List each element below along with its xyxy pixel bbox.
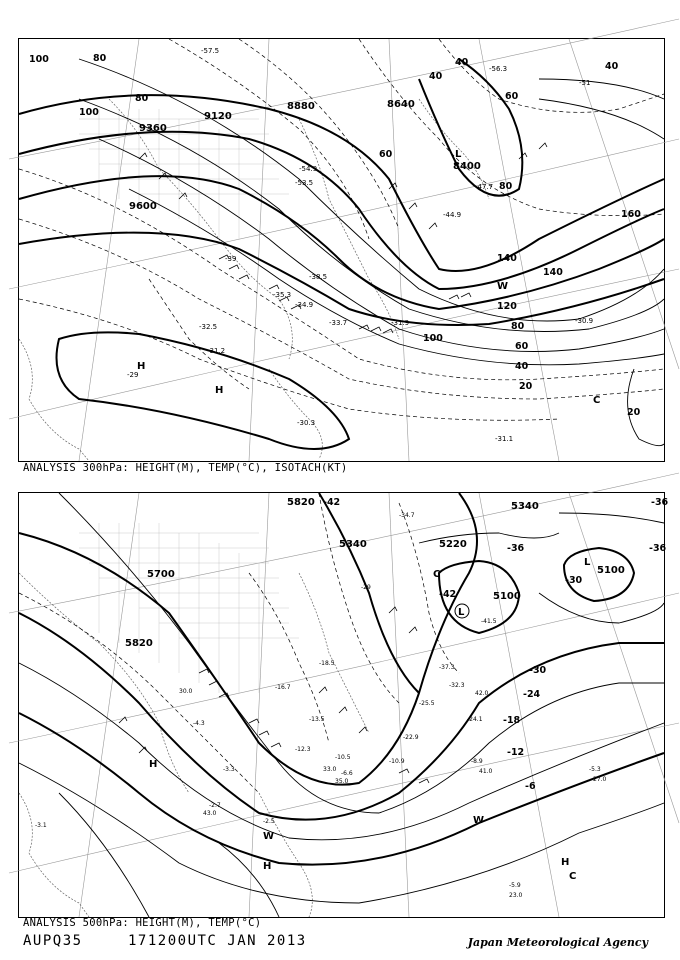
low-pressure-marker: L [584, 557, 591, 568]
height-label: 5820 [125, 638, 153, 649]
station-label: 35.0 [335, 778, 349, 785]
coastline [19, 99, 489, 461]
temperature-label: -44.9 [443, 211, 462, 219]
temperature-label: -30.9 [575, 317, 594, 325]
temperature-label: -57.5 [201, 47, 220, 55]
pressure-centers [137, 149, 600, 406]
station-label: 41.0 [479, 768, 493, 775]
high-pressure-marker: H [263, 861, 272, 872]
height-label: 5220 [439, 539, 467, 550]
pressure-centers [149, 557, 591, 882]
station-label: -3.3 [223, 766, 235, 773]
temperature-label: -38.5 [309, 273, 328, 281]
isotachs [79, 59, 664, 446]
station-label: -5.3 [589, 766, 601, 773]
height-label: 9600 [129, 201, 157, 212]
isotach-label: 100 [79, 107, 99, 118]
low-pressure-marker: L [458, 607, 465, 618]
temperature-label: -35.3 [273, 291, 292, 299]
height-label: 5100 [493, 591, 521, 602]
isotach-label: 160 [621, 209, 641, 220]
isotach-label: 40 [515, 361, 529, 372]
temperature-label: -34.9 [295, 301, 314, 309]
station-label: -22.9 [403, 734, 419, 741]
temperature-label: -29 [127, 371, 139, 379]
isotach-label: 60 [379, 149, 393, 160]
station-label: -32.3 [449, 682, 465, 689]
isotach-label: 120 [497, 301, 517, 312]
isotach-label: 80 [93, 53, 107, 64]
isotherm-label: -6 [525, 781, 536, 792]
height-labels [125, 497, 625, 649]
hatched-terrain [79, 109, 289, 239]
isotherm-label: -12 [507, 747, 525, 758]
temperature-label: -32.5 [199, 323, 218, 331]
temperature-label: -31.9 [391, 319, 410, 327]
temperature-label: -30.3 [297, 419, 316, 427]
isotherm-label: -36 [649, 543, 667, 554]
height-labels [129, 99, 481, 212]
temperature-label: -56.3 [489, 65, 508, 73]
station-label: -6.6 [341, 770, 353, 777]
height-contours [19, 59, 664, 449]
temperature-label: -31.2 [207, 347, 226, 355]
station-label: -37.3 [439, 664, 455, 671]
map-500hpa-chart [19, 493, 669, 917]
isotherm-label: -18 [503, 715, 521, 726]
isotach-label: 80 [135, 93, 149, 104]
station-label: -5.9 [509, 882, 521, 889]
caption-300hpa: ANALYSIS 300hPa: HEIGHT(M), TEMP(°C), ISOTACH(KT) [23, 462, 348, 474]
isotach-label: 40 [605, 61, 619, 72]
temperature-label: -47.7 [475, 183, 494, 191]
isotach-label: 80 [499, 181, 513, 192]
isotherm-label: -36 [651, 497, 669, 508]
station-label: -41.5 [481, 618, 497, 625]
height-label: 8400 [453, 161, 481, 172]
isotherm-label: -30 [565, 575, 583, 586]
station-label: -3.1 [35, 822, 47, 829]
isotach-label: 60 [505, 91, 519, 102]
height-label: 8880 [287, 101, 315, 112]
map-300hpa-chart [19, 39, 664, 461]
high-pressure-marker: H [137, 361, 146, 372]
warm-marker: W [497, 281, 509, 292]
isotach-label: 60 [515, 341, 529, 352]
station-label: -18.5 [319, 660, 335, 667]
station-label: -29 [361, 584, 371, 591]
analysis-datetime: 171200UTC JAN 2013 [128, 933, 307, 949]
station-label: -8.9 [471, 758, 483, 765]
isotach-label: 140 [497, 253, 517, 264]
station-label: 27.0 [593, 776, 607, 783]
high-pressure-marker: H [149, 759, 158, 770]
cold-marker: C [569, 871, 577, 882]
high-pressure-marker: H [561, 857, 570, 868]
height-label: 5340 [339, 539, 367, 550]
station-label: -24.1 [467, 716, 483, 723]
station-label: -13.5 [309, 716, 325, 723]
isotach-label: 80 [511, 321, 525, 332]
warm-marker: W [473, 815, 485, 826]
temperature-label: -53.5 [295, 179, 314, 187]
agency-name: Japan Meteorological Agency [467, 936, 648, 949]
isotherms-solid [19, 493, 664, 917]
isotherm-label: -30 [529, 665, 547, 676]
temperature-label: -31.1 [495, 435, 514, 443]
isotach-labels [29, 53, 641, 418]
height-label: 5820 [287, 497, 315, 508]
isotach-label: 100 [29, 54, 49, 65]
station-labels [35, 512, 607, 899]
station-label: 30.0 [179, 688, 193, 695]
station-label: 43.0 [203, 810, 217, 817]
cold-marker: C [433, 569, 441, 580]
product-id: AUPQ35 [23, 933, 83, 949]
map-300hpa-panel [18, 38, 665, 462]
isotherm-label: -36 [507, 543, 525, 554]
height-label: 9360 [139, 123, 167, 134]
isotach-label: 40 [429, 71, 443, 82]
station-label: -2.7 [209, 802, 221, 809]
station-label: -10.5 [335, 754, 351, 761]
isotherm-label: -24 [523, 689, 541, 700]
height-label: 8640 [387, 99, 415, 110]
station-label: -12.3 [295, 746, 311, 753]
temperature-label: -51 [579, 79, 591, 87]
station-label: -4.3 [193, 720, 205, 727]
temperature-label: -54.9 [299, 165, 318, 173]
height-label: 5700 [147, 569, 175, 580]
low-pressure-marker: L [455, 149, 462, 160]
station-label: -2.5 [263, 818, 275, 825]
isotach-label: 40 [455, 57, 469, 68]
station-label: -16.7 [275, 684, 291, 691]
station-label: -10.9 [389, 758, 405, 765]
map-500hpa-panel [18, 492, 669, 918]
temperature-label: -39 [225, 255, 237, 263]
caption-500hpa: ANALYSIS 500hPa: HEIGHT(M), TEMP(°C) [23, 917, 262, 929]
isotherm-label: -42 [323, 497, 341, 508]
isotach-label: 100 [423, 333, 443, 344]
temperature-label: -33.7 [329, 319, 348, 327]
station-label: 33.0 [323, 766, 337, 773]
isotach-label: 20 [627, 407, 641, 418]
station-label: 42.0 [475, 690, 489, 697]
isotach-label: 140 [543, 267, 563, 278]
station-label: -34.7 [399, 512, 415, 519]
cold-marker: C [593, 395, 601, 406]
height-label: 5100 [597, 565, 625, 576]
height-label: 5340 [511, 501, 539, 512]
station-label: -25.5 [419, 700, 435, 707]
height-label: 9120 [204, 111, 232, 122]
isotach-label: 20 [519, 381, 533, 392]
station-label: 23.0 [509, 892, 523, 899]
high-pressure-marker: H [215, 385, 224, 396]
isotherm-labels [323, 497, 669, 792]
warm-marker: W [263, 831, 275, 842]
isotherm-label: -42 [439, 589, 457, 600]
